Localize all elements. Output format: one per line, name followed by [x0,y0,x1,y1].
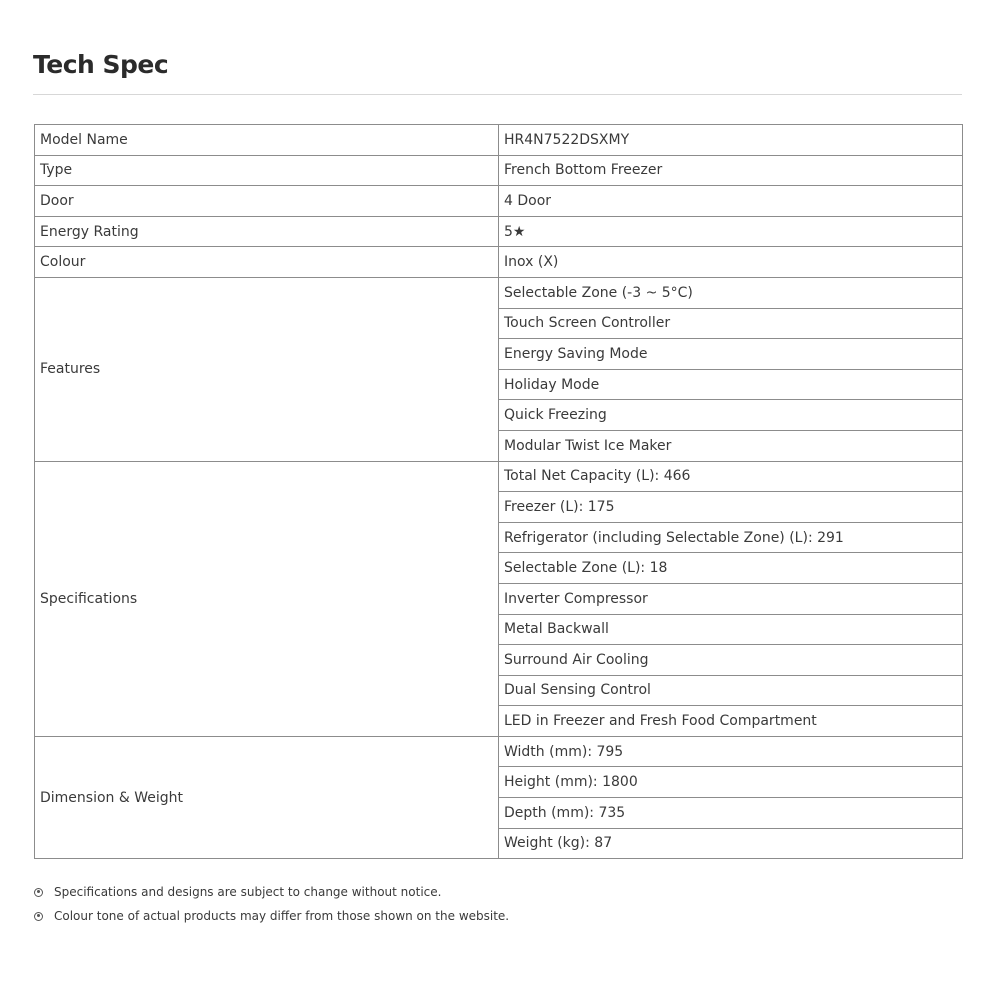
spec-value: 4 Door [499,186,963,217]
note-item [34,880,509,904]
spec-label: Door [35,186,499,217]
spec-row [35,125,963,156]
spec-label: Energy Rating [35,216,499,247]
spec-label: Features [35,277,499,461]
spec-label: Dimension & Weight [35,736,499,858]
spec-row [35,736,963,767]
tech-spec-table [34,124,963,859]
spec-label: Colour [35,247,499,278]
spec-value: Refrigerator (including Selectable Zone) (L): 291 [499,522,963,553]
spec-row [35,216,963,247]
spec-value: Freezer (L): 175 [499,492,963,523]
tech-spec-table-body [35,125,963,859]
spec-value: Weight (kg): 87 [499,828,963,859]
spec-value: Quick Freezing [499,400,963,431]
spec-value: Width (mm): 795 [499,736,963,767]
spec-value: Inverter Compressor [499,583,963,614]
page-title: Tech Spec [33,50,169,79]
spec-value: Total Net Capacity (L): 466 [499,461,963,492]
spec-value: Selectable Zone (L): 18 [499,553,963,584]
spec-label: Type [35,155,499,186]
spec-value: Energy Saving Mode [499,339,963,370]
spec-value: Surround Air Cooling [499,645,963,676]
note-text: Specifications and designs are subject to change without notice. [54,885,442,899]
spec-value: Height (mm): 1800 [499,767,963,798]
spec-row [35,155,963,186]
spec-row [35,277,963,308]
spec-value: Modular Twist Ice Maker [499,430,963,461]
spec-value: Metal Backwall [499,614,963,645]
spec-value: Inox (X) [499,247,963,278]
spec-value: Holiday Mode [499,369,963,400]
note-item [34,904,509,928]
spec-value: Dual Sensing Control [499,675,963,706]
spec-label: Specifications [35,461,499,736]
spec-value: LED in Freezer and Fresh Food Compartment [499,706,963,737]
spec-row [35,461,963,492]
spec-value: French Bottom Freezer [499,155,963,186]
spec-value: 5★ [499,216,963,247]
spec-value: Touch Screen Controller [499,308,963,339]
spec-row [35,186,963,217]
circle-dot-icon [34,888,43,897]
spec-value: HR4N7522DSXMY [499,125,963,156]
circle-dot-icon [34,912,43,921]
note-text: Colour tone of actual products may differ from those shown on the website. [54,909,510,923]
title-divider [33,94,962,95]
spec-value: Depth (mm): 735 [499,798,963,829]
spec-label: Model Name [35,125,499,156]
spec-row [35,247,963,278]
spec-value: Selectable Zone (-3 ~ 5°C) [499,277,963,308]
disclaimer-notes [34,880,509,928]
